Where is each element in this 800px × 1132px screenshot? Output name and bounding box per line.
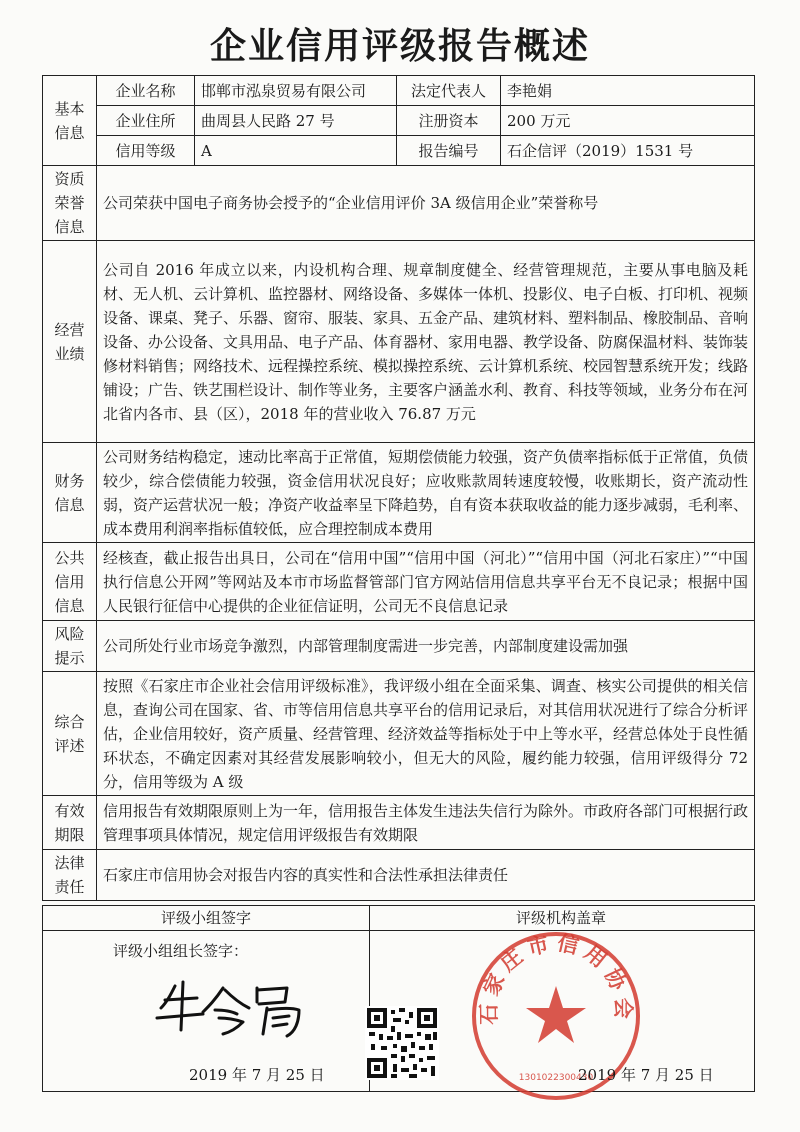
section-row-finance — [43, 443, 755, 543]
rating-team-signature-box — [42, 905, 370, 1092]
team-leader-sign-label: 评级小组组长签字： — [113, 942, 249, 960]
seal-text: 石家庄市信用协会 — [476, 930, 636, 1025]
section-text-legal: 石家庄市信用协会对报告内容的真实性和合法性承担法律责任 — [97, 850, 755, 901]
section-label-honors: 资质 荣誉 信息 — [43, 166, 97, 241]
section-label-finance: 财务 信息 — [43, 443, 97, 543]
basic-row-1 — [43, 76, 755, 106]
section-label-business: 经营 业绩 — [43, 241, 97, 443]
basic-row-2 — [43, 106, 755, 136]
section-label-risk: 风险 提示 — [43, 621, 97, 672]
section-text-summary: 按照《石家庄市企业社会信用评级标准》，我评级小组在全面采集、调查、核实公司提供的相关信息，查询公司在国家、省、市等信用信息共享平台的信用记录后，对其信用状况进行了综合分析评估，企业信用较好，资产质量、经营管理、经济效益等指标处于中上等水平，经营总体处于良性循环状态，不确定因素对其经营发展影响较小，但无大的风险，履约能力较强，信用评级得分 72 分，信用等级为 A 级 — [97, 672, 755, 796]
legal-rep-label: 法定代表人 — [397, 76, 501, 106]
report-table — [42, 75, 755, 901]
section-row-business — [43, 241, 755, 443]
company-name-label: 企业名称 — [97, 76, 195, 106]
section-text-validity: 信用报告有效期限原则上为一年，信用报告主体发生违法失信行为除外。市政府各部门可根据行政管理事项具体情况，规定信用评级报告有效期限 — [97, 796, 755, 850]
rating-team-header: 评级小组签字 — [43, 906, 369, 931]
capital-label: 注册资本 — [397, 106, 501, 136]
section-label-legal: 法律 责任 — [43, 850, 97, 901]
section-row-public-credit — [43, 543, 755, 621]
section-label-summary: 综合 评述 — [43, 672, 97, 796]
report-no-label: 报告编号 — [397, 136, 501, 166]
section-text-risk: 公司所处行业市场竞争激烈，内部管理制度需进一步完善，内部制度建设需加强 — [97, 621, 755, 672]
page-title: 企业信用评级报告概述 — [209, 26, 590, 67]
section-row-honors — [43, 166, 755, 241]
rating-agency-seal-box — [368, 905, 755, 1092]
address-label: 企业住所 — [97, 106, 195, 136]
basic-row-3 — [43, 136, 755, 166]
section-label-public-credit: 公共 信用 信息 — [43, 543, 97, 621]
company-name-value: 邯郸市泓泉贸易有限公司 — [195, 76, 397, 106]
section-text-business: 公司自 2016 年成立以来，内设机构合理、规章制度健全、经营管理规范，主要从事电脑及耗材、无人机、云计算机、监控器材、网络设备、多媒体一体机、投影仪、电子白板、打印机、视频设备、课桌、凳子、乐器、窗帘、服装、家具、五金产品、建筑材料、塑料制品、橡胶制品、音响设备、办公设备、文具用品、电子产品、体育器材、家用电器、教学设备、防腐保温材料、装饰装修材料销售；网络技术、远程操控系统、模拟操控系统、云计算机系统、校园智慧系统开发；线路铺设；广告、铁艺围栏设计、制作等业务，主要客户涵盖水利、教育、科技等领域，业务分布在河北省内各市、县（区），2018 年的营业收入 76.87 万元 — [97, 241, 755, 443]
rating-agency-header: 评级机构盖章 — [368, 906, 754, 931]
rating-agency-date: 2019 年 7 月 25 日 — [578, 1066, 714, 1084]
credit-grade-value: A — [195, 136, 397, 166]
rating-team-date: 2019 年 7 月 25 日 — [189, 1066, 325, 1084]
section-label-validity: 有效 期限 — [43, 796, 97, 850]
seal-star-icon — [526, 986, 586, 1043]
section-row-validity — [43, 796, 755, 850]
handwritten-signature — [153, 974, 323, 1044]
seal-number: 1301022300430 — [518, 1073, 594, 1083]
capital-value: 200 万元 — [501, 106, 755, 136]
section-text-finance: 公司财务结构稳定，速动比率高于正常值，短期偿债能力较强，资产负债率指标低于正常值，负债较少，综合偿债能力较强，资金信用状况良好；应收账款周转速度较慢，收账期长，资产流动性弱，资产运营状况一般；净资产收益率呈下降趋势，自有资本获取收益的能力逐步减弱，毛利率、成本费用利润率指标值较低，应合理控制成本费用 — [97, 443, 755, 543]
address-value: 曲周县人民路 27 号 — [195, 106, 397, 136]
qr-code-icon — [365, 1006, 439, 1080]
section-label-basic: 基本 信息 — [43, 76, 97, 166]
report-no-value: 石企信评（2019）1531 号 — [501, 136, 755, 166]
section-row-risk — [43, 621, 755, 672]
legal-rep-value: 李艳娟 — [501, 76, 755, 106]
credit-grade-label: 信用等级 — [97, 136, 195, 166]
section-text-honors: 公司荣获中国电子商务协会授予的“企业信用评价 3A 级信用企业”荣誉称号 — [97, 166, 755, 241]
section-row-legal — [43, 850, 755, 901]
section-text-public-credit: 经核查，截止报告出具日，公司在“信用中国”“信用中国（河北）”“信用中国（河北石家庄）”“中国执行信息公开网”等网站及本市市场监督管部门官方网站信用信息共享平台无不良记录；根据中国人民银行征信中心提供的企业征信证明，公司无不良信息记录 — [97, 543, 755, 621]
section-row-summary — [43, 672, 755, 796]
